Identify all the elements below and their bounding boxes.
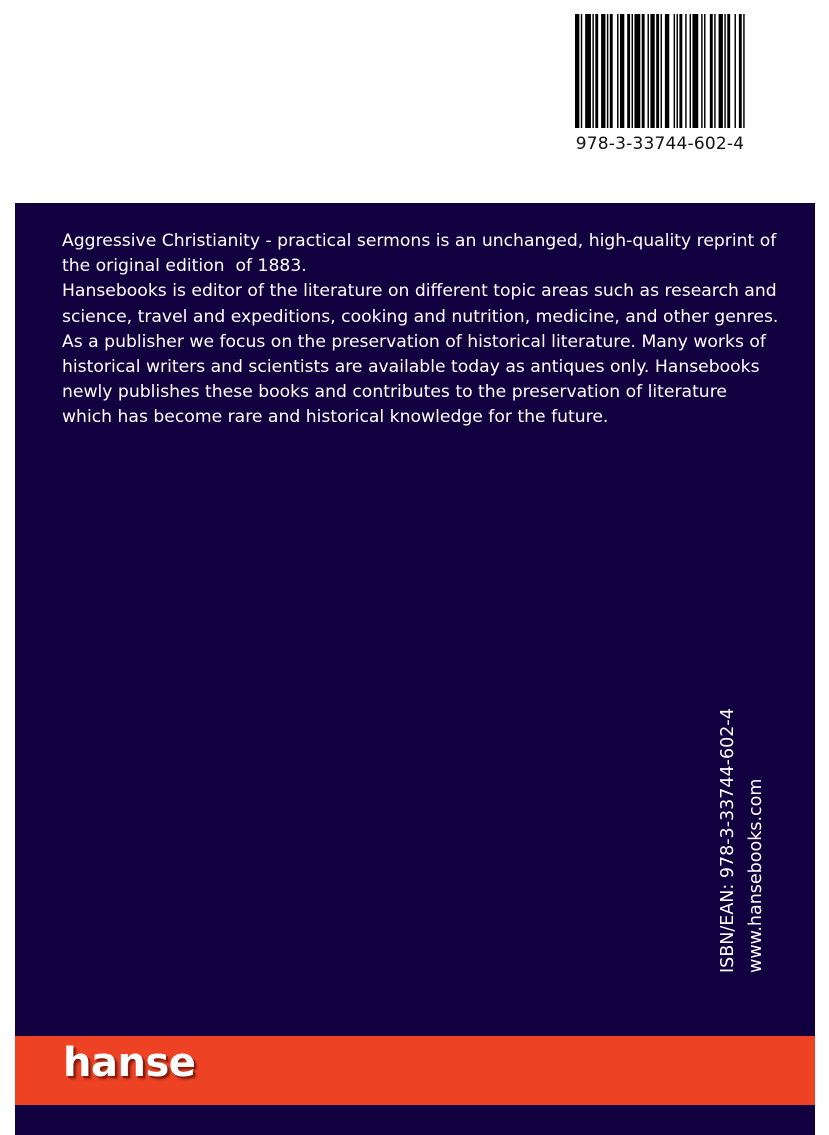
- barcode-bar: [592, 14, 593, 128]
- barcode-bar: [642, 14, 645, 128]
- barcode-bar: [674, 14, 675, 128]
- hanse-logo: hanse: [63, 1040, 196, 1086]
- barcode-bar: [634, 14, 640, 128]
- barcode-bars: [575, 14, 749, 128]
- isbn-line: ISBN/EAN: 978-3-33744-602-4: [718, 708, 738, 973]
- barcode-bar: [685, 14, 686, 128]
- barcode-bar: [704, 14, 705, 128]
- barcode-bar: [648, 14, 649, 128]
- barcode-number: 978-3-33744-602-4: [575, 134, 745, 154]
- barcode-bar: [627, 14, 630, 128]
- barcode-bar: [701, 14, 702, 128]
- barcode-bar: [575, 14, 579, 128]
- barcode-bar: [656, 14, 659, 128]
- barcode-bar: [650, 14, 654, 128]
- barcode-bar: [665, 14, 669, 128]
- barcode-bar: [595, 14, 598, 128]
- barcode-bar: [632, 14, 633, 128]
- barcode-bar: [724, 14, 725, 128]
- barcode-bar: [692, 14, 698, 128]
- back-cover: [15, 203, 815, 1135]
- barcode-bar: [743, 14, 744, 128]
- website-link: www.hansebooks.com: [746, 778, 766, 973]
- barcode-bar: [581, 14, 582, 128]
- blurb-paragraph-intro: Aggressive Christianity - practical sermons is an unchanged, high-quality reprint of the original edition of 1883.: [62, 231, 782, 277]
- barcode-bar: [617, 14, 618, 128]
- publisher-band: [15, 1036, 815, 1105]
- barcode-bar: [677, 14, 678, 128]
- barcode-bar: [690, 14, 691, 128]
- barcode-bar: [739, 14, 742, 128]
- barcode-bar: [710, 14, 713, 128]
- barcode-bar: [661, 14, 662, 128]
- barcode: [573, 14, 829, 154]
- barcode-bar: [620, 14, 624, 128]
- barcode-bar: [607, 14, 608, 128]
- vertical-info: [715, 673, 775, 973]
- barcode-bar: [714, 14, 715, 128]
- barcode-bar: [735, 14, 736, 128]
- barcode-bar: [610, 14, 613, 128]
- barcode-bar: [719, 14, 723, 128]
- barcode-bar: [679, 14, 682, 128]
- blurb-text: [62, 229, 782, 431]
- barcode-bar: [727, 14, 730, 128]
- blurb-paragraph-publisher: Hansebooks is editor of the literature on different topic areas such as research and science, travel and expeditions, cooking and nutrition, medicine, and other genres. As a publisher we focus on the preservation of historical literature. Many works of historical writers and scientists are available today as antiques only. Hansebooks newly publishes these books and contributes to the preservation of literature which has become rare and historical knowledge for the future.: [62, 281, 784, 428]
- barcode-bar: [601, 14, 605, 128]
- barcode-bar: [585, 14, 591, 128]
